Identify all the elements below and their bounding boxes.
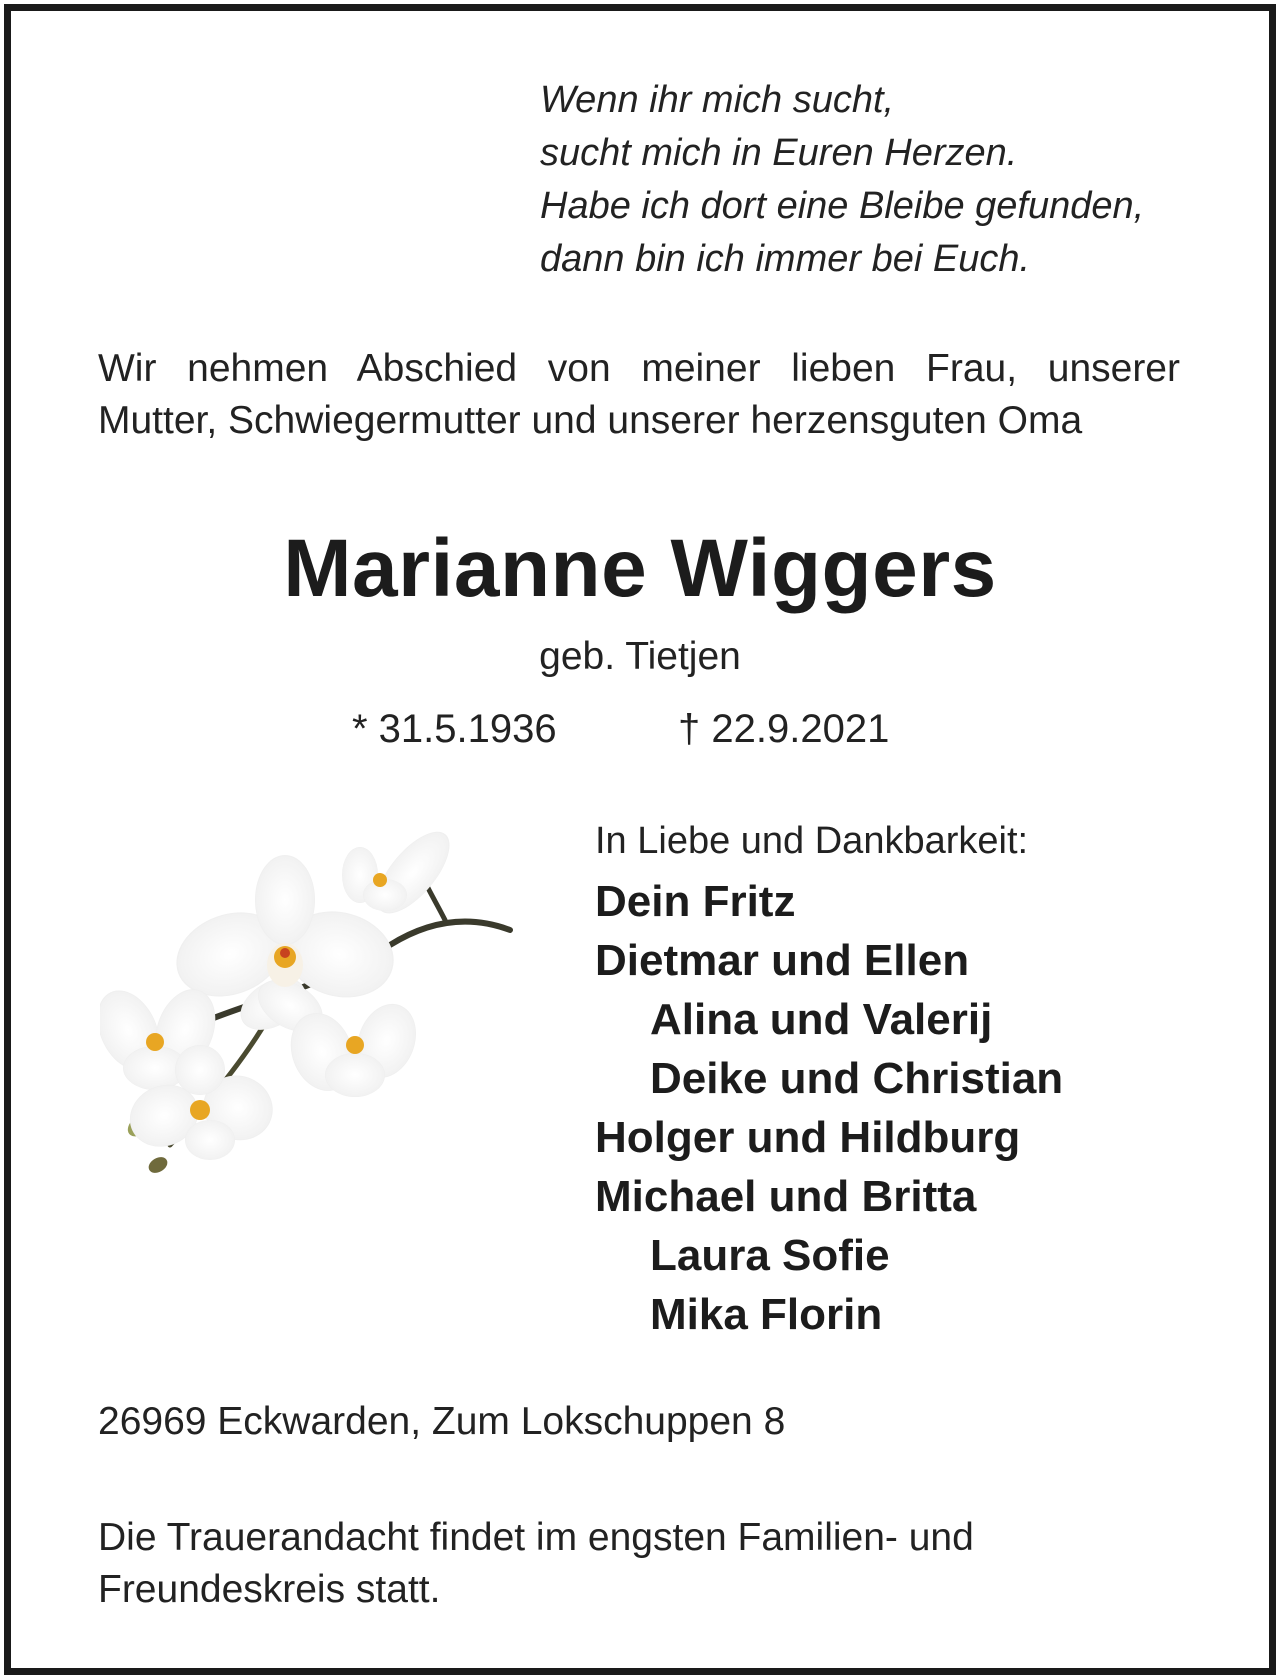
service-notice [98,1512,974,1616]
orchid-flower-icon [100,820,520,1190]
mourner-name: Michael und Britta [595,1172,977,1221]
mourner-name: Dietmar und Ellen [595,936,970,985]
poem-line: dann bin ich immer bei Euch. [540,238,1031,280]
mourner-name: Mika Florin [650,1290,883,1339]
poem-line: Habe ich dort eine Bleibe gefunden, [540,185,1145,227]
address: 26969 Eckwarden, Zum Lokschuppen 8 [98,1400,786,1443]
mourner-name: Laura Sofie [650,1231,890,1280]
maiden-name: geb. Tietjen [539,635,741,678]
poem [540,74,1144,286]
notice-line: Freundeskreis statt. [98,1568,441,1611]
mourner-name: Holger und Hildburg [595,1113,1021,1162]
intro-line: Wir nehmen Abschied von meiner lieben Frau, unserer [98,347,1180,390]
notice-line: Die Trauerandacht findet im engsten Familien- und [98,1516,974,1559]
farewell-intro [98,343,1180,447]
death-date: † 22.9.2021 [678,707,890,751]
poem-line: Wenn ihr mich sucht, [540,79,895,121]
mourner-name: Deike und Christian [650,1054,1064,1103]
mourners-heading: In Liebe und Dankbarkeit: [595,820,1029,862]
intro-line: Mutter, Schwiegermutter und unserer herzensguten Oma [98,399,1083,442]
birth-date: * 31.5.1936 [352,707,557,751]
poem-line: sucht mich in Euren Herzen. [540,132,1018,174]
deceased-name: Marianne Wiggers [283,523,997,614]
mourner-name: Alina und Valerij [650,995,993,1044]
mourners-list [595,872,1063,1344]
mourner-name: Dein Fritz [595,877,796,926]
